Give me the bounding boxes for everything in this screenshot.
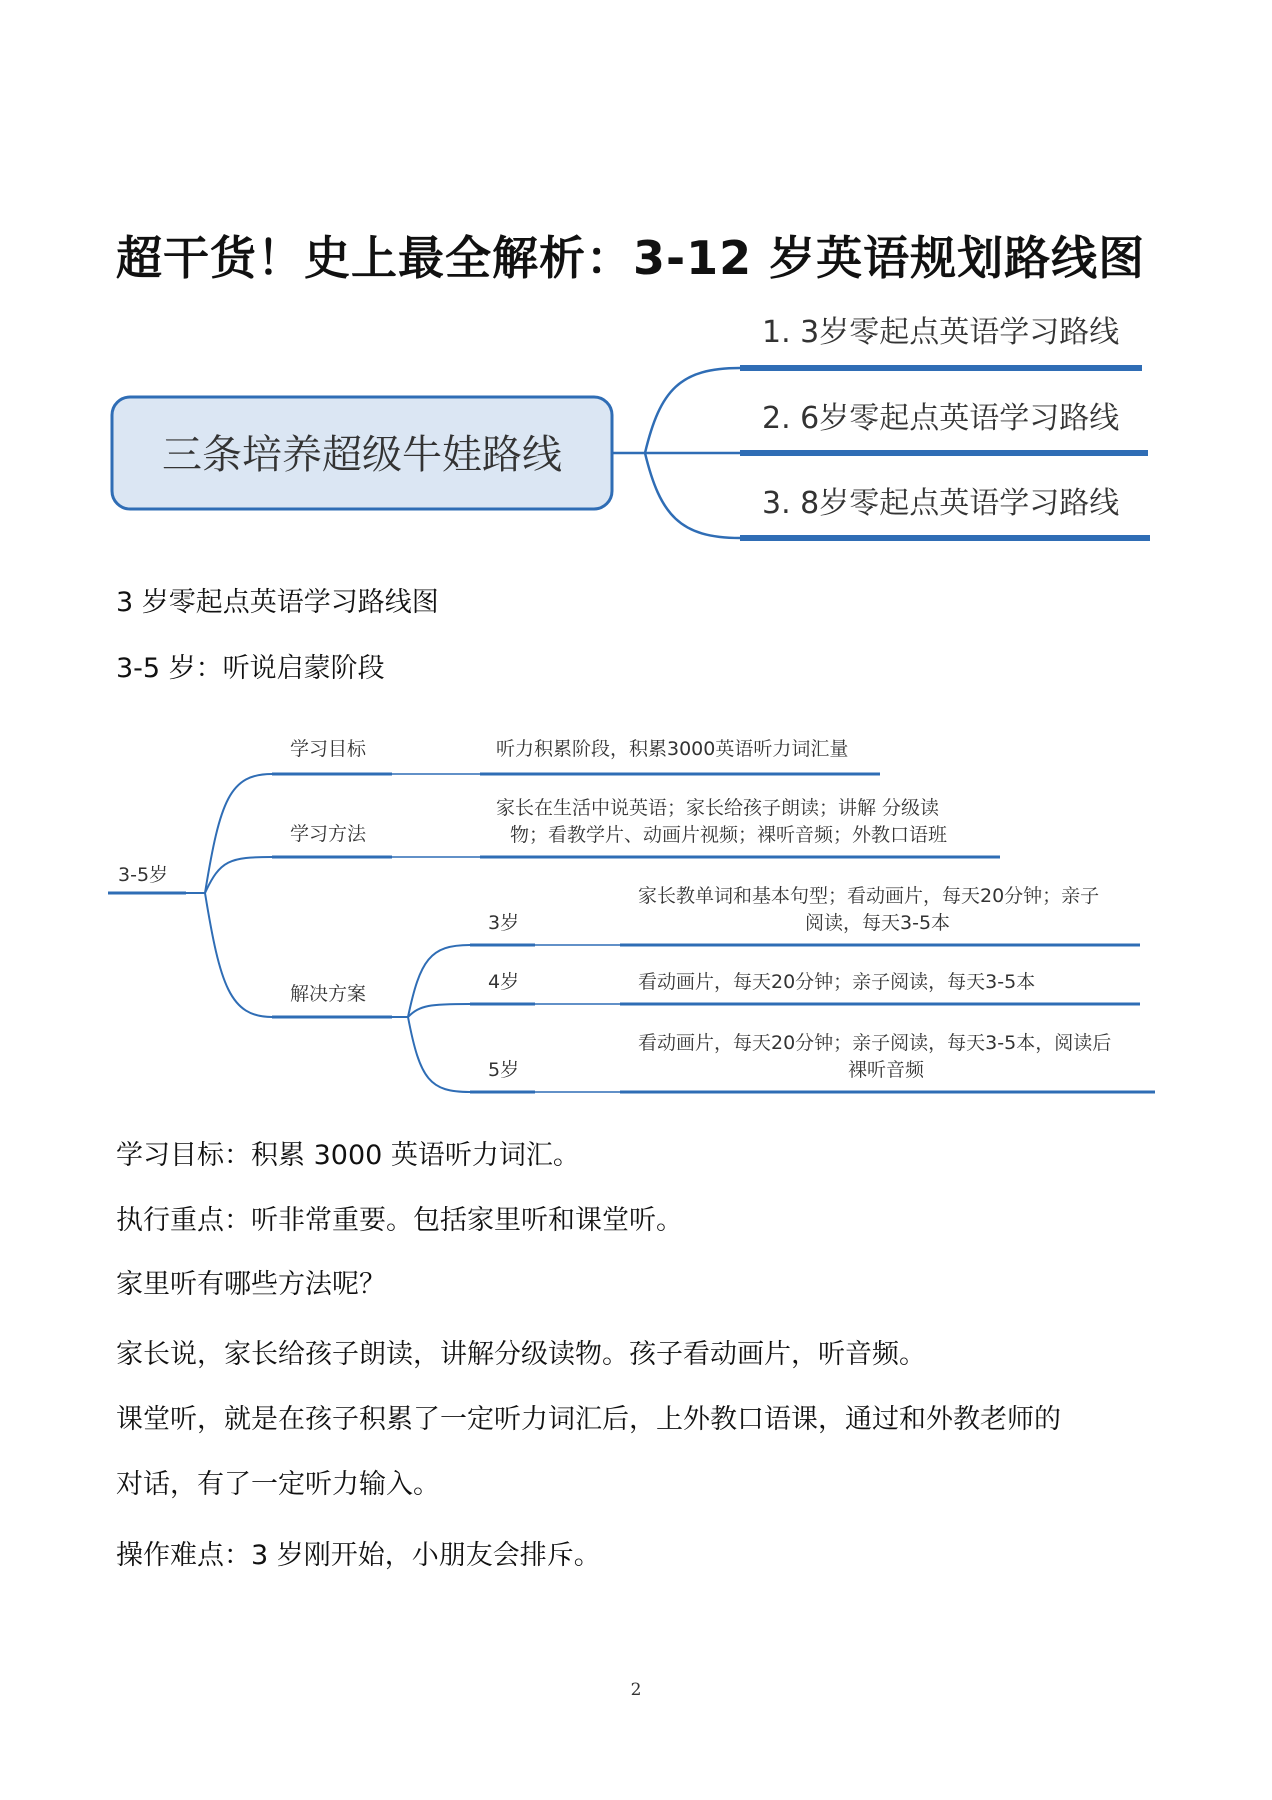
- age3-text-line1: 家长教单词和基本句型；看动画片，每天20分钟；亲子: [638, 885, 1100, 907]
- solution-connector-4: [408, 1004, 470, 1017]
- paragraph-class-listening-1: 课堂听，就是在孩子积累了一定听力词汇后，上外教口语课，通过和外教老师的: [116, 1404, 1061, 1435]
- age5-text-line2: 裸听音频: [848, 1059, 925, 1081]
- age5-text-line1: 看动画片，每天20分钟；亲子阅读，每天3-5本，阅读后: [638, 1032, 1112, 1054]
- age4-text: 看动画片，每天20分钟；亲子阅读，每天3-5本: [638, 971, 1036, 993]
- paragraph-question: 家里听有哪些方法呢？: [116, 1269, 386, 1300]
- paragraph-focus: 执行重点：听非常重要。包括家里听和课堂听。: [116, 1205, 683, 1236]
- goal-text: 听力积累阶段，积累3000英语听力词汇量: [496, 738, 849, 760]
- method-text-line1: 家长在生活中说英语；家长给孩子朗读；讲解 分级读: [496, 797, 940, 819]
- age3-text-line2: 阅读，每天3-5本: [805, 912, 951, 934]
- solution-connector-5: [408, 1017, 470, 1092]
- stage-connector-solution: [205, 893, 272, 1017]
- paragraph-goal: 学习目标：积累 3000 英语听力词汇。: [116, 1140, 580, 1171]
- page-number: 2: [630, 1680, 642, 1700]
- solution-connector-3: [408, 945, 470, 1017]
- solution-label: 解决方案: [290, 983, 367, 1005]
- method-text-line2: 物；看教学片、动画片视频；裸听音频；外教口语班: [510, 824, 948, 846]
- stage-title: 3-5 岁：听说启蒙阶段: [116, 653, 385, 684]
- route-item-1: 1. 3岁零起点英语学习路线: [762, 315, 1120, 350]
- routes-root-label: 三条培养超级牛娃路线: [162, 432, 562, 478]
- age3-label: 3岁: [488, 912, 520, 934]
- age4-label: 4岁: [488, 971, 520, 993]
- stage-root-label: 3-5岁: [118, 864, 169, 886]
- section-title: 3 岁零起点英语学习路线图: [116, 587, 439, 618]
- route-item-3: 3. 8岁零起点英语学习路线: [762, 486, 1120, 521]
- goal-label: 学习目标: [290, 738, 367, 760]
- stage-connector-method: [205, 857, 272, 893]
- paragraph-class-listening-2: 对话，有了一定听力输入。: [116, 1469, 440, 1500]
- age5-label: 5岁: [488, 1059, 520, 1081]
- paragraph-difficulty: 操作难点：3 岁刚开始，小朋友会排斥。: [116, 1540, 601, 1571]
- page-title: 超干货！史上最全解析：3-12 岁英语规划路线图: [116, 231, 1146, 285]
- route-item-2: 2. 6岁零起点英语学习路线: [762, 401, 1120, 436]
- method-label: 学习方法: [290, 823, 367, 845]
- paragraph-home-listening: 家长说，家长给孩子朗读，讲解分级读物。孩子看动画片，听音频。: [116, 1339, 926, 1370]
